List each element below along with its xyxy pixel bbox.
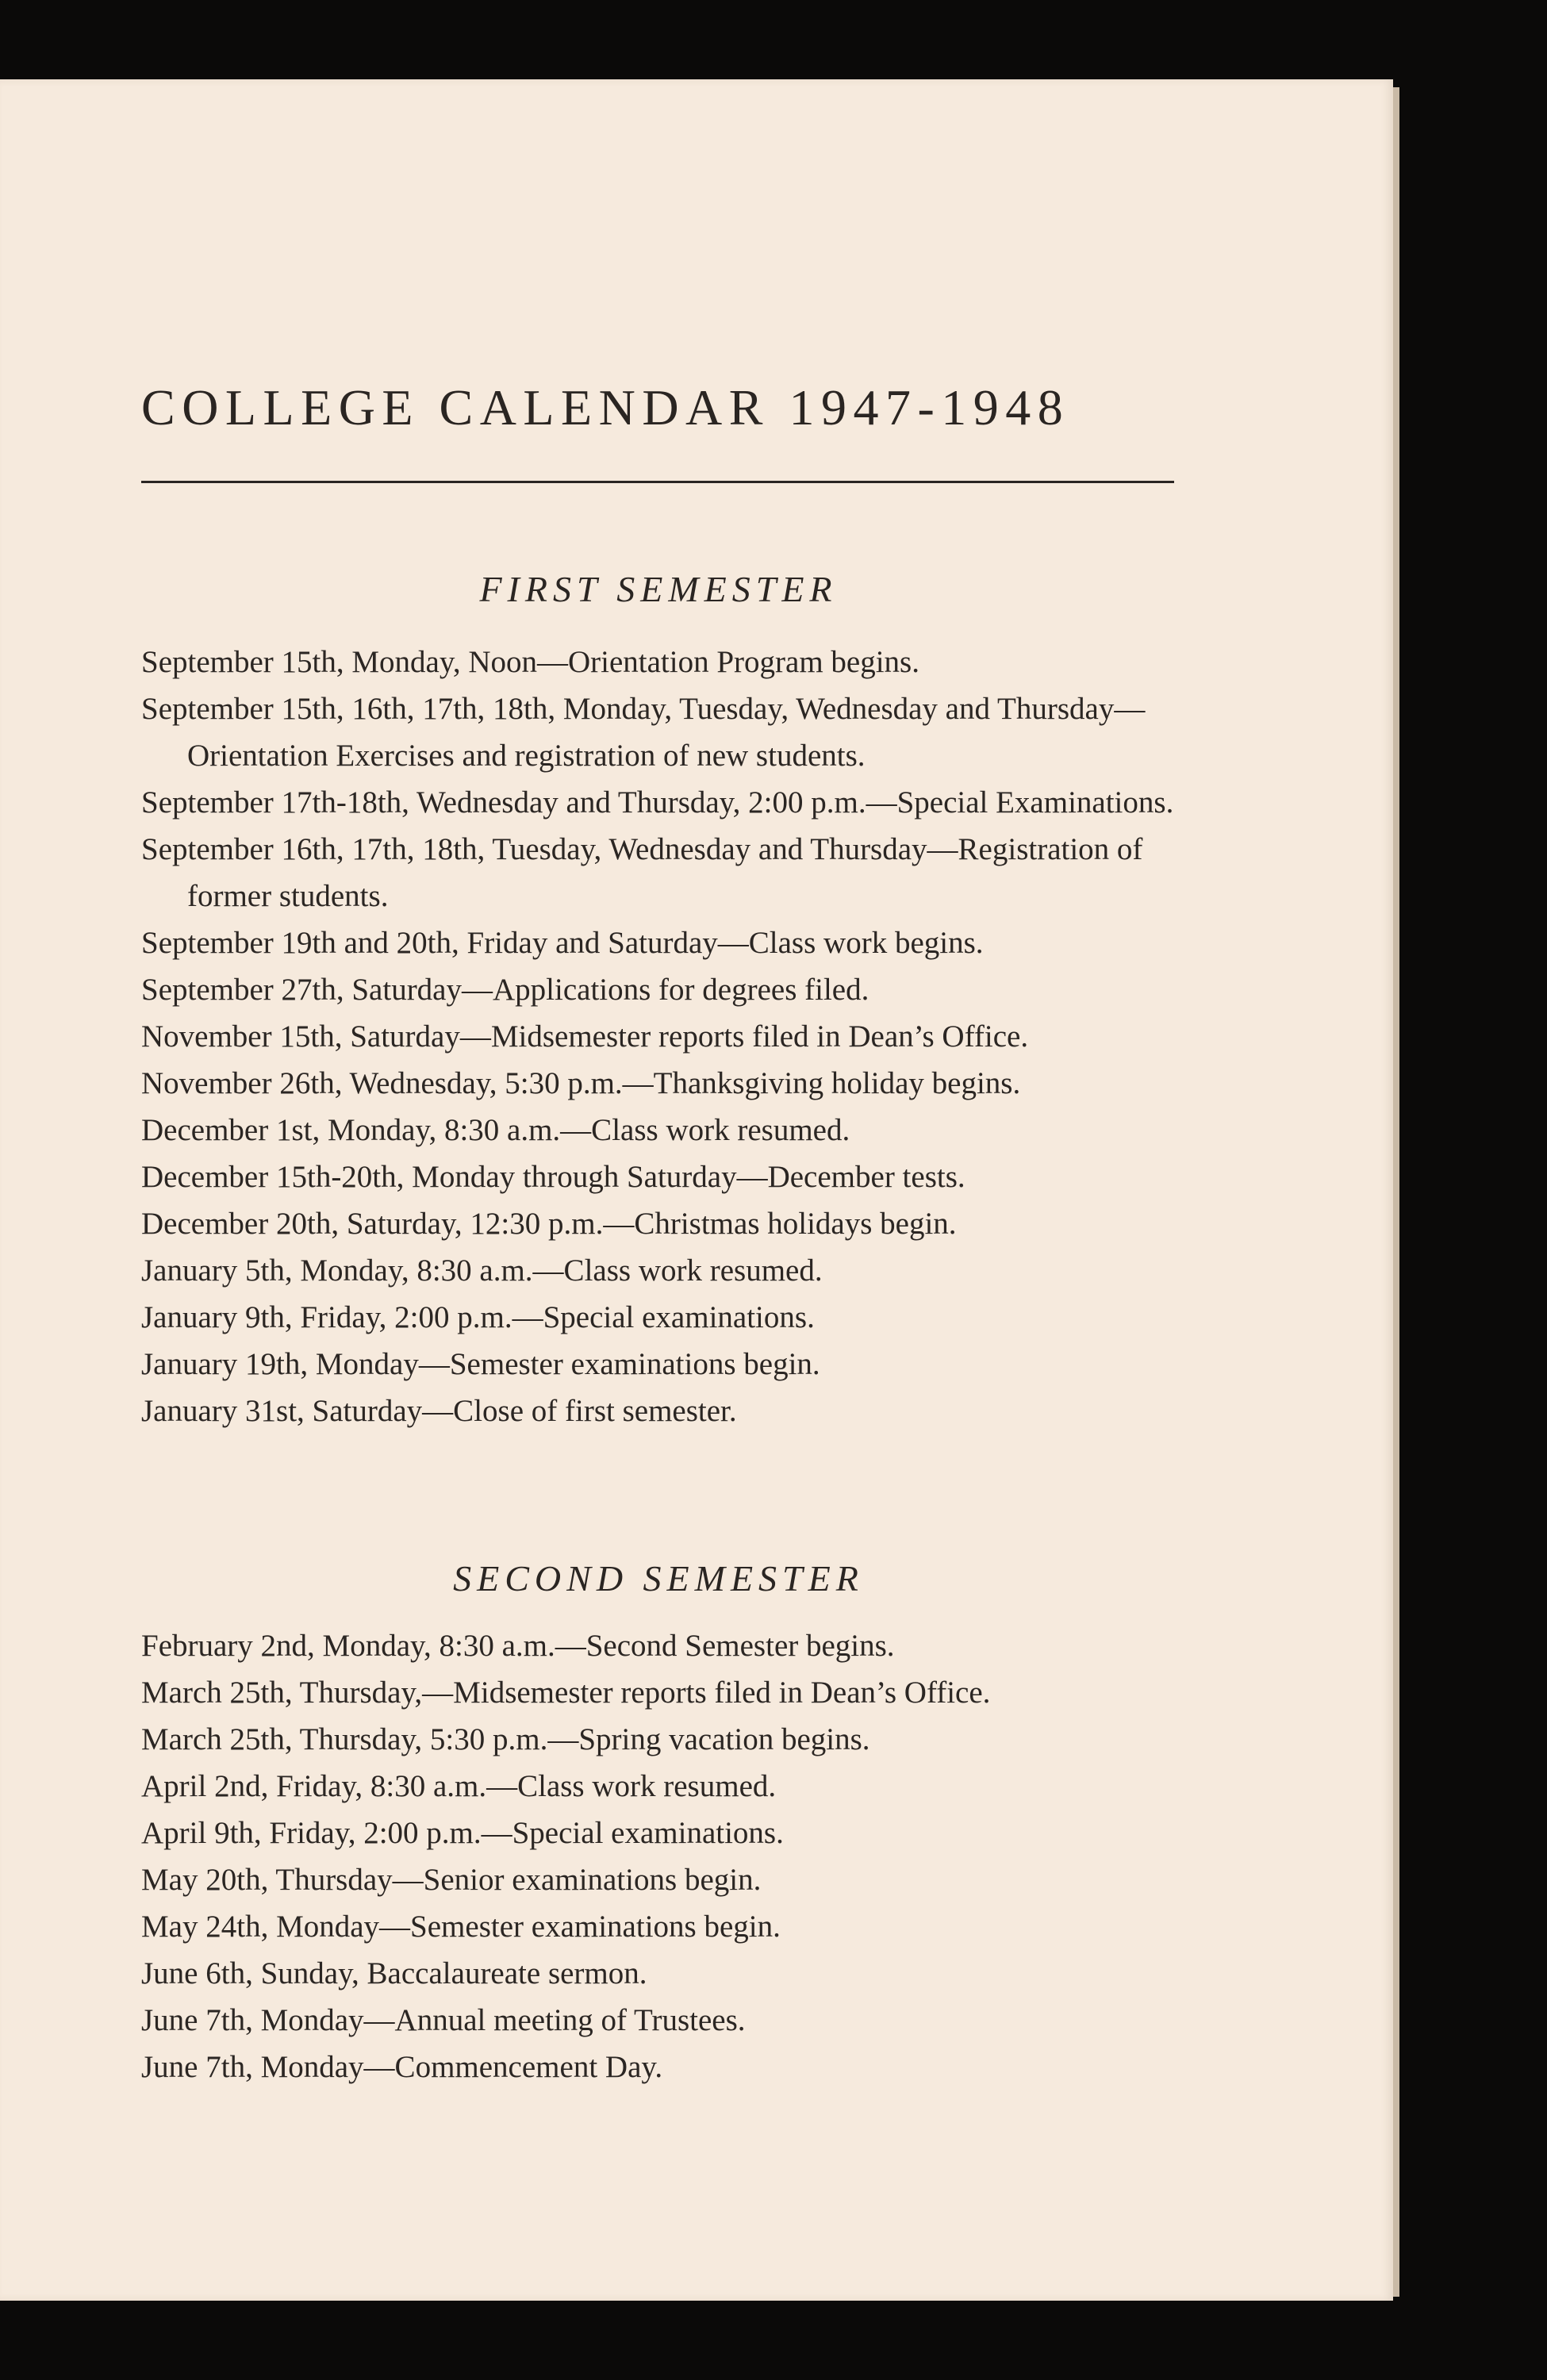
calendar-entry: September 15th, Monday, Noon—Orientation Program begins.: [141, 645, 919, 679]
calendar-entry: February 2nd, Monday, 8:30 a.m.—Second Semester begins.: [141, 1629, 895, 1663]
page-edge: [1393, 87, 1399, 2297]
second-semester-heading: SECOND SEMESTER: [453, 1558, 864, 1599]
calendar-entry: September 19th and 20th, Friday and Saturday—Class work begins.: [141, 926, 984, 960]
calendar-entry: January 9th, Friday, 2:00 p.m.—Special examinations.: [141, 1300, 815, 1334]
calendar-entry: April 2nd, Friday, 8:30 a.m.—Class work resumed.: [141, 1769, 777, 1803]
calendar-entry: March 25th, Thursday, 5:30 p.m.—Spring vacation begins.: [141, 1722, 870, 1756]
calendar-entry: April 9th, Friday, 2:00 p.m.—Special examinations.: [141, 1816, 784, 1850]
calendar-entry: November 15th, Saturday—Midsemester reports filed in Dean’s Office.: [141, 1019, 1029, 1054]
calendar-entry: December 20th, Saturday, 12:30 p.m.—Christmas holidays begin.: [141, 1207, 957, 1241]
calendar-entry: January 31st, Saturday—Close of first semester.: [141, 1394, 737, 1428]
first-semester-heading: FIRST SEMESTER: [479, 569, 838, 609]
calendar-entry: June 7th, Monday—Commencement Day.: [141, 2050, 663, 2084]
document-page: [0, 79, 1393, 2301]
calendar-entry: September 15th, 16th, 17th, 18th, Monday, Tuesday, Wednesday and Thursday—Orientation Exercises and registration of new students.: [141, 692, 1146, 773]
first-semester-list: [141, 639, 1180, 1434]
calendar-entry: September 17th-18th, Wednesday and Thursday, 2:00 p.m.—Special Examinations.: [141, 785, 1174, 820]
calendar-entry: June 7th, Monday—Annual meeting of Trustees.: [141, 2003, 746, 2037]
title-rule: [141, 481, 1174, 483]
calendar-entry: December 15th-20th, Monday through Saturday—December tests.: [141, 1160, 965, 1194]
second-semester-list: [141, 1622, 1180, 2090]
calendar-entry: November 26th, Wednesday, 5:30 p.m.—Thanksgiving holiday begins.: [141, 1066, 1021, 1100]
calendar-entry: May 24th, Monday—Semester examinations begin.: [141, 1910, 781, 1944]
calendar-entry: January 5th, Monday, 8:30 a.m.—Class work resumed.: [141, 1253, 823, 1288]
calendar-entry: September 16th, 17th, 18th, Tuesday, Wednesday and Thursday—Registration of former students.: [141, 832, 1143, 913]
calendar-entry: January 19th, Monday—Semester examinations begin.: [141, 1347, 820, 1381]
calendar-entry: December 1st, Monday, 8:30 a.m.—Class work resumed.: [141, 1113, 850, 1147]
calendar-entry: September 27th, Saturday—Applications for degrees filed.: [141, 973, 869, 1007]
calendar-entry: May 20th, Thursday—Senior examinations begin.: [141, 1863, 762, 1897]
calendar-entry: June 6th, Sunday, Baccalaureate sermon.: [141, 1956, 647, 1990]
page-title: COLLEGE CALENDAR 1947-1948: [141, 379, 1070, 436]
calendar-entry: March 25th, Thursday,—Midsemester reports filed in Dean’s Office.: [141, 1676, 991, 1710]
